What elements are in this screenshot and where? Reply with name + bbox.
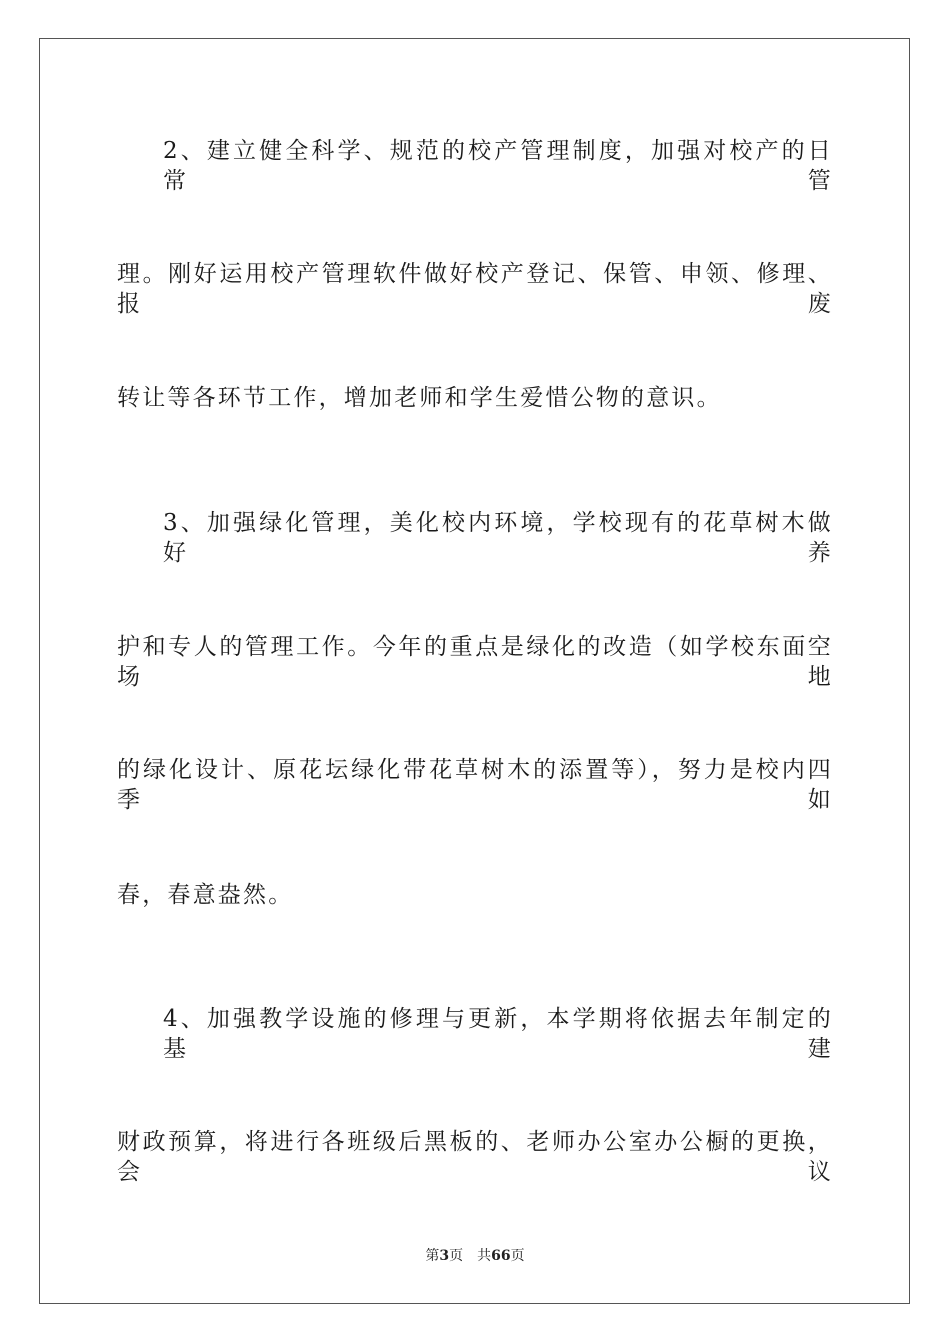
- total-pages: 66: [491, 1248, 511, 1264]
- paragraph-line: 护和专人的管理工作。今年的重点是绿化的改造（如学校东面空场地: [117, 634, 833, 690]
- paragraph-line: 理。刚好运用校产管理软件做好校产登记、保管、申领、修理、报废: [117, 261, 833, 317]
- page-label-suffix: 页: [449, 1248, 464, 1264]
- paragraph-line: 2、建立健全科学、规范的校产管理制度，加强对校产的日常管: [163, 138, 833, 194]
- paragraph-line: 财政预算，将进行各班级后黑板的、老师办公室办公橱的更换，会议: [117, 1129, 833, 1185]
- page-footer: [0, 1246, 950, 1266]
- paragraph-line: 春，春意盎然。: [117, 882, 294, 908]
- page-number: 3: [439, 1248, 450, 1264]
- paragraph-line: 3、加强绿化管理，美化校内环境，学校现有的花草树木做好养: [163, 510, 833, 566]
- paragraph-line: 转让等各环节工作，增加老师和学生爱惜公物的意识。: [117, 385, 722, 411]
- paragraph-line: 4、加强教学设施的修理与更新，本学期将依据去年制定的基建: [163, 1006, 833, 1062]
- total-label-suffix: 页: [510, 1248, 525, 1264]
- page-label-prefix: 第: [425, 1248, 440, 1264]
- paragraph-line: 的绿化设计、原花坛绿化带花草树木的添置等），努力是校内四季如: [117, 757, 833, 813]
- total-label-prefix: 共: [477, 1248, 492, 1264]
